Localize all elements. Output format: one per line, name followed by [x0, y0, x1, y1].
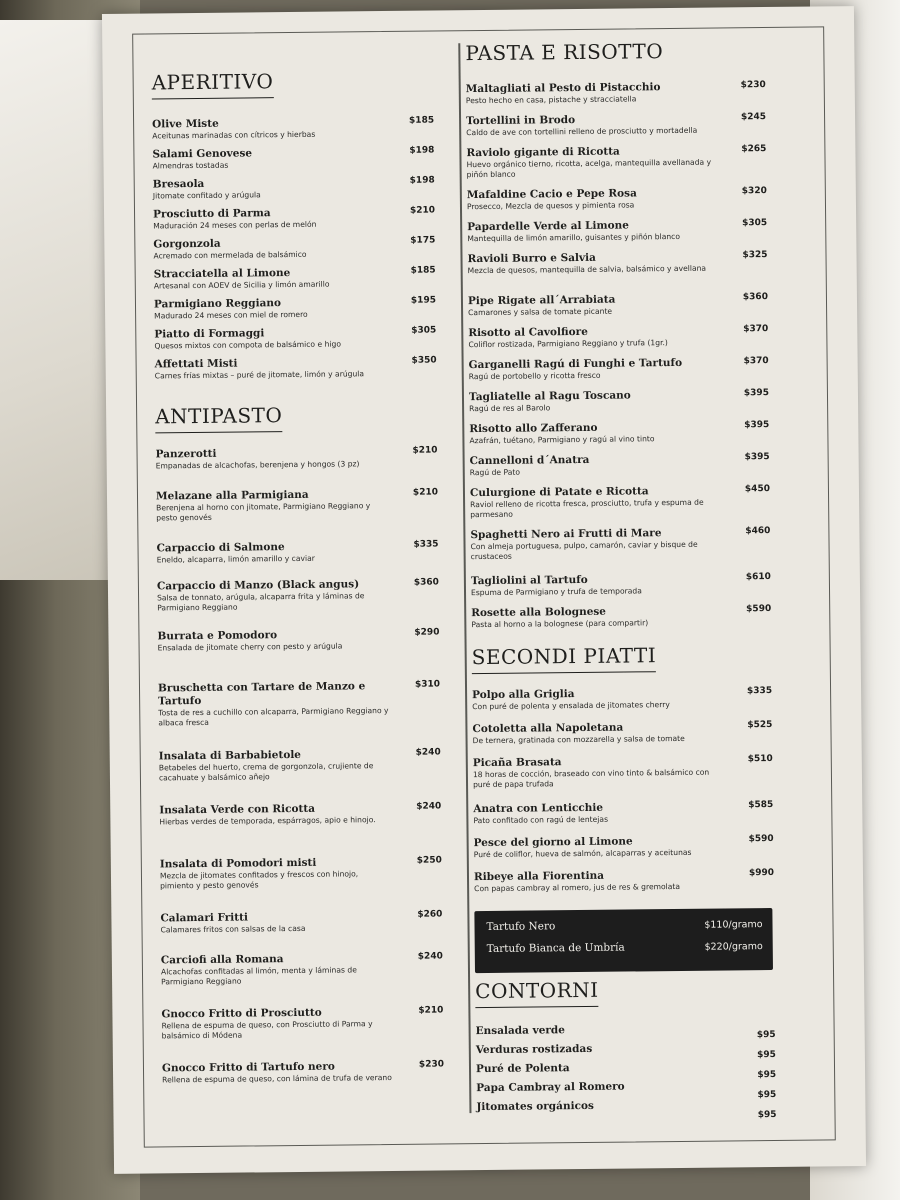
item-price: $360: [742, 292, 768, 303]
item-name: Risotto al Cavolfiore: [468, 325, 588, 340]
item-price: $185: [410, 265, 436, 276]
menu-item: [466, 80, 766, 106]
section-title-aperitivo: APERITIVO: [152, 69, 274, 99]
item-desc: Hierbas verdes de temporada, espárragos, apio e hinojo.: [159, 815, 376, 827]
section-title-secondi: SECONDI PIATTI: [472, 643, 657, 674]
item-desc: Empanadas de alcachofas, berenjena y hongos (3 pz): [155, 459, 360, 471]
item-desc: Raviol relleno de ricotta fresca, prosciutto, trufa y espuma de parmesano: [470, 497, 704, 520]
menu-item: [152, 145, 434, 171]
menu-item: [154, 295, 436, 321]
menu-item: [473, 754, 773, 790]
item-price: $610: [745, 571, 771, 583]
item-desc: Acremado con mermelada de balsámico: [153, 249, 307, 261]
item-desc: Ragú de res al Barolo: [469, 403, 551, 414]
truffle-row: [486, 918, 762, 939]
menu-item: [160, 855, 442, 891]
item-price: $395: [744, 420, 770, 431]
item-name: Spaghetti Nero ai Frutti di Mare: [470, 527, 662, 542]
menu-item: [152, 115, 434, 141]
item-name: Polpo alla Griglia: [472, 688, 575, 702]
item-price: $305: [411, 325, 437, 336]
left-column: [151, 32, 445, 1085]
item-desc: Jitomate confitado y arúgula: [152, 190, 261, 201]
contorno-price: $95: [757, 1069, 777, 1081]
item-price: $350: [411, 355, 437, 366]
item-name: Risotto allo Zafferano: [469, 421, 598, 436]
item-price: $175: [410, 235, 436, 246]
item-price: $230: [418, 1059, 445, 1070]
menu-item: [472, 686, 772, 712]
item-desc: De ternera, gratinada con mozzarella y salsa de tomate: [472, 733, 685, 746]
contorno-price: $95: [757, 1109, 777, 1121]
item-price: $590: [748, 833, 774, 845]
item-desc: Espuma de Parmigiano y trufa de temporada: [470, 586, 642, 598]
menu-item: [472, 720, 772, 746]
item-price: $370: [743, 356, 769, 367]
item-name: Calamari Fritti: [160, 911, 249, 925]
item-price: $990: [748, 867, 775, 879]
contorno-price: $95: [756, 1029, 776, 1041]
menu-item: [160, 909, 442, 935]
section-title-pasta: PASTA E RISOTTO: [465, 39, 664, 66]
item-price: $230: [740, 80, 766, 91]
menu-item: [153, 235, 435, 261]
item-name: Olive Miste: [152, 117, 219, 131]
item-name: Ravioli Burro e Salvia: [467, 251, 596, 266]
item-price: $290: [414, 627, 440, 638]
truffle-price-box: [474, 908, 773, 973]
item-desc: Mezcla de jitomates confitados y frescos con hinojo, pimiento y pesto genovés: [159, 869, 359, 891]
menu-item: [467, 186, 767, 212]
section-title-contorni: CONTORNI: [475, 978, 599, 1008]
menu-item: [470, 452, 770, 478]
item-name: Panzerotti: [155, 447, 217, 461]
aperitivo-section: [152, 67, 434, 99]
item-price: $335: [413, 539, 439, 550]
item-name: Carciofi alla Romana: [160, 953, 284, 967]
menu-item: [468, 292, 768, 318]
item-desc: Alcachofas confitadas al limón, menta y láminas de Parmigiano Reggiano: [160, 965, 357, 987]
item-desc: Madurado 24 meses con miel de romero: [154, 309, 308, 321]
item-desc: Tosta de res a cuchillo con alcaparra, Parmigiano Reggiano y albaca fresca: [158, 706, 389, 728]
menu-item: [153, 175, 435, 201]
item-desc: Ragú de Pato: [469, 467, 521, 478]
item-price: $525: [747, 719, 773, 731]
item-desc: Pato confitado con ragú de lentejas: [473, 814, 609, 826]
menu-item: [467, 250, 767, 276]
item-name: Mafaldine Cacio e Pepe Rosa: [466, 187, 637, 202]
contorno-name: Ensalada verde: [475, 1024, 565, 1038]
menu-frame: [132, 26, 836, 1147]
truffle-price: $110/gramo: [704, 919, 763, 931]
item-desc: Con almeja portuguesa, pulpo, camarón, caviar y bisque de crustaceos: [470, 539, 698, 562]
menu-item: [474, 834, 774, 860]
item-price: $240: [416, 801, 442, 812]
item-name: Tagliolini al Tartufo: [470, 573, 588, 588]
menu-item: [161, 1005, 443, 1041]
item-price: $395: [744, 452, 770, 463]
item-name: Gnocco Fritto di Tartufo nero: [161, 1060, 335, 1075]
item-name: Garganelli Ragú di Funghi e Tartufo: [468, 356, 683, 372]
item-name: Rosette alla Bolognese: [471, 605, 607, 620]
item-name: Gnocco Fritto di Prosciutto: [161, 1006, 322, 1021]
item-price: $198: [409, 175, 435, 186]
contorno-name: Jitomates orgánicos: [476, 1099, 594, 1114]
item-desc: Quesos mixtos con compota de balsámico e higo: [154, 339, 341, 351]
item-price: $360: [413, 577, 439, 588]
item-name: Pesce del giorno al Limone: [473, 835, 633, 850]
item-desc: Pesto hecho en casa, pistache y stracciatella: [465, 94, 637, 106]
menu-item: [473, 800, 773, 826]
menu-item: [157, 577, 439, 613]
contorni-list: [476, 1022, 777, 1125]
contorno-name: Puré de Polenta: [475, 1062, 570, 1076]
item-name: Melazane alla Parmigiana: [155, 488, 309, 503]
item-name: Maltagliati al Pesto di Pistacchio: [465, 81, 661, 96]
item-name: Tortellini in Brodo: [466, 114, 576, 128]
item-price: $450: [744, 484, 771, 495]
item-name: Burrata e Pomodoro: [157, 629, 278, 643]
contorno-name: Papa Cambray al Romero: [476, 1080, 625, 1095]
menu-item: [471, 604, 771, 630]
item-desc: Eneldo, alcaparra, limón amarillo y caviar: [156, 553, 315, 565]
item-desc: Caldo de ave con tortellini relleno de prosciutto y mortadella: [466, 125, 698, 138]
menu-item: [471, 572, 771, 598]
menu-item: [469, 356, 769, 382]
item-name: Gorgonzola: [153, 237, 221, 251]
item-desc: Ragú de portobello y ricotta fresco: [468, 370, 601, 382]
item-name: Anatra con Lenticchie: [473, 801, 604, 816]
menu-item: [153, 205, 435, 231]
item-name: Prosciutto di Parma: [152, 207, 271, 221]
item-name: Insalata di Pomodori misti: [159, 856, 317, 871]
item-price: $210: [412, 445, 438, 456]
antipasto-section: [155, 401, 437, 433]
item-name: Bresaola: [152, 177, 205, 191]
menu-item: [466, 112, 766, 138]
menu-item: [154, 265, 436, 291]
item-price: $460: [745, 525, 771, 537]
item-desc: Coliflor rostizada, Parmigiano Reggiano y trufa (1gr.): [468, 338, 668, 350]
item-name: Affettati Misti: [154, 357, 238, 371]
item-price: $195: [410, 295, 437, 306]
menu-item: [469, 388, 769, 414]
item-price: $210: [409, 205, 436, 216]
item-desc: Salsa de tonnato, arúgula, alcaparra frita y láminas de Parmigiano Reggiano: [157, 591, 365, 613]
item-price: $310: [414, 679, 441, 690]
item-desc: Rellena de espuma de queso, con lámina de trufa de verano: [162, 1072, 392, 1085]
item-desc: Maduración 24 meses con perlas de melón: [153, 219, 317, 231]
item-desc: Almendras tostadas: [152, 160, 229, 171]
item-price: $265: [741, 144, 767, 155]
item-desc: Azafrán, tuétano, Parmigiano y ragú al vino tinto: [469, 434, 655, 446]
item-name: Picaña Brasata: [472, 756, 562, 770]
item-name: Ribeye alla Fiorentina: [473, 869, 605, 884]
item-price: $325: [742, 250, 768, 261]
item-desc: Rellena de espuma de queso, con Prosciutto di Parma y balsámico di Módena: [161, 1019, 373, 1041]
item-desc: Pasta al horno a la bolognese (para compartir): [471, 618, 649, 630]
menu-card: [102, 6, 866, 1174]
menu-item: [155, 445, 437, 471]
menu-item: [162, 1059, 444, 1085]
menu-item: [467, 218, 767, 244]
item-name: Insalata di Barbabietole: [158, 748, 302, 763]
item-desc: Con puré de polenta y ensalada de jitomates cherry: [472, 700, 670, 712]
item-desc: Ensalada de jitomate cherry con pesto y arúgula: [157, 641, 343, 653]
item-desc: Mezcla de quesos, mantequilla de salvia, balsámico y avellana: [467, 263, 707, 276]
item-desc: Artesanal con AOEV de Sicilia y limón amarillo: [153, 279, 330, 291]
item-name: Papardelle Verde al Limone: [467, 219, 630, 234]
item-desc: Aceitunas marinadas con cítricos y hierbas: [152, 129, 316, 141]
item-name: Pipe Rigate all´Arrabiata: [467, 293, 616, 308]
menu-item: [159, 801, 441, 827]
menu-item: [161, 951, 443, 987]
menu-item: [470, 484, 770, 520]
item-price: $395: [743, 388, 770, 399]
item-desc: Huevo orgánico tierno, ricotta, acelga, mantequilla avellanada y piñón blanco: [466, 157, 712, 180]
secondi-section: [472, 642, 772, 674]
section-title-antipasto: ANTIPASTO: [155, 403, 282, 433]
item-price: $210: [412, 487, 439, 498]
item-price: $370: [743, 324, 769, 335]
truffle-name: Tartufo Nero: [486, 920, 556, 933]
item-desc: 18 horas de cocción, braseado con vino tinto & balsámico con puré de papa trufada: [472, 767, 710, 790]
contorno-price: $95: [757, 1049, 776, 1061]
menu-item: [466, 144, 766, 180]
item-desc: Camarones y salsa de tomate picante: [468, 306, 613, 318]
item-desc: Prosecco, Mezcla de quesos y pimienta rosa: [466, 200, 635, 212]
item-desc: Carnes frías mixtas – puré de jitomate, limón y arúgula: [154, 369, 365, 381]
menu-item: [159, 747, 441, 783]
item-price: $210: [418, 1005, 444, 1016]
item-price: $260: [417, 909, 443, 920]
truffle-name: Tartufo Bianca de Umbría: [486, 941, 625, 955]
item-price: $585: [748, 799, 774, 811]
menu-item: [155, 355, 437, 381]
contorno-price: $95: [757, 1089, 777, 1101]
item-price: $185: [408, 115, 435, 126]
item-desc: Berenjena al horno con jitomate, Parmigiano Reggiano y pesto genovés: [156, 501, 371, 523]
item-price: $250: [416, 855, 442, 866]
truffle-price: $220/gramo: [704, 941, 763, 953]
item-name: Insalata Verde con Ricotta: [159, 802, 316, 817]
menu-item: [158, 679, 440, 728]
item-price: $510: [747, 753, 773, 765]
item-name: Raviolo gigante di Ricotta: [466, 145, 620, 160]
item-price: $240: [417, 951, 443, 962]
menu-item: [470, 526, 770, 562]
item-name: Tagliatelle al Ragu Toscano: [468, 389, 631, 404]
item-price: $198: [409, 145, 435, 156]
item-name: Carpaccio di Manzo (Black angus): [156, 578, 360, 593]
item-name: Cotoletta alla Napoletana: [472, 721, 624, 736]
contorni-section: [475, 976, 775, 1008]
menu-item: [156, 487, 438, 523]
contorno-name: Verduras rostizadas: [475, 1042, 593, 1057]
pasta-section: [465, 38, 765, 69]
item-name: Carpaccio di Salmone: [156, 541, 285, 555]
item-price: $320: [741, 186, 767, 197]
item-desc: Calamares fritos con salsas de la casa: [160, 923, 306, 935]
item-desc: Puré de coliflor, hueva de salmón, alcaparras y aceitunas: [473, 847, 692, 860]
item-price: $335: [746, 685, 773, 697]
item-name: Salami Genovese: [152, 147, 253, 161]
item-name: Culurgione di Patate e Ricotta: [469, 485, 649, 500]
item-name: Bruschetta con Tartare de Manzo e Tartufo: [157, 680, 366, 708]
item-name: Piatto di Formaggi: [154, 327, 265, 341]
item-desc: Con papas cambray al romero, jus de res & gremolata: [474, 881, 681, 894]
menu-item: [154, 325, 436, 351]
item-price: $305: [742, 218, 768, 229]
menu-item: [468, 324, 768, 350]
menu-item: [474, 868, 774, 894]
menu-item: [469, 420, 769, 446]
item-name: Cannelloni d´Anatra: [469, 453, 590, 468]
truffle-row: [487, 940, 763, 961]
item-desc: Betabeles del huerto, crema de gorgonzola, crujiente de cacahuate y balsámico añejo: [158, 761, 374, 783]
menu-item: [157, 627, 439, 653]
item-desc: Mantequilla de limón amarillo, guisantes y piñón blanco: [467, 231, 681, 244]
item-price: $590: [746, 603, 772, 615]
menu-item: [156, 539, 438, 565]
item-name: Parmigiano Reggiano: [153, 297, 282, 311]
item-price: $245: [740, 112, 767, 123]
right-column: [465, 28, 777, 1121]
item-name: Stracciatella al Limone: [153, 267, 291, 281]
item-price: $240: [415, 747, 441, 758]
